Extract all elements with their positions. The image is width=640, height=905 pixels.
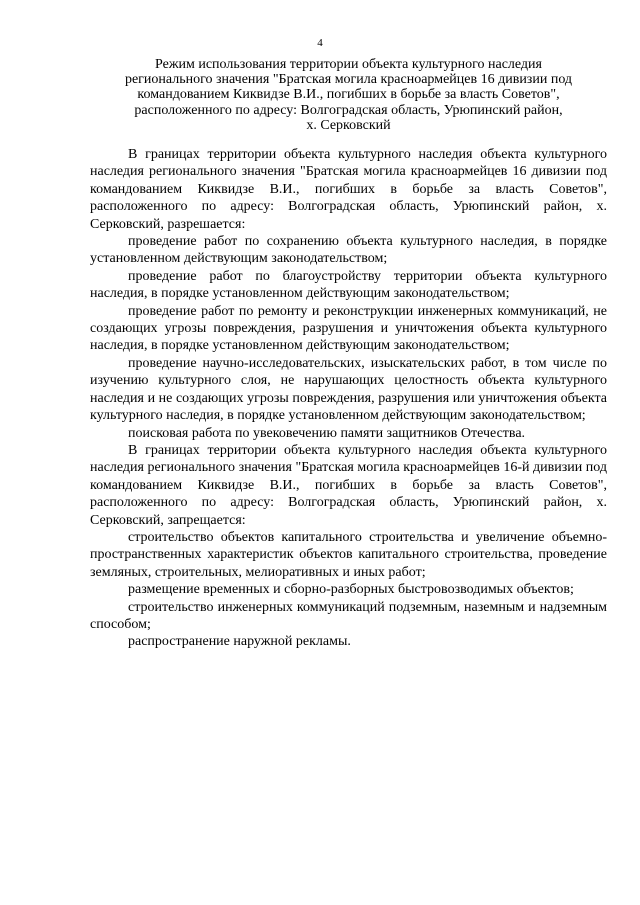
title-line-2: регионального значения "Братская могила красноармейцев 16 дивизии под — [124, 72, 573, 88]
title-line-5: х. Серковский — [306, 117, 391, 133]
paragraph-temporary-objects: размещение временных и сборно-разборных быстровозводимых объектов; — [128, 582, 574, 598]
paragraph-utility-repair: проведение работ по ремонту и реконструкции инженерных коммуникаций, не создающих угрозы повреждения, разрушения и уничтожения объекта культурного наследия, в порядке установленном действующим законодательством; — [90, 303, 607, 354]
document-title — [90, 57, 607, 133]
title-line-3: командованием Киквидзе В.И., погибших в борьбе за власть Советов", — [137, 87, 560, 103]
paragraph-research-works: проведение научно-исследовательских, изыскательских работ, в том числе по изучению культурного слоя, не нарушающих целостность объекта культурного наследия и не создающих угрозы повреждения, разрушения или уничтожения объекта культурного наследия, в порядке установленном действующим законодательством; — [90, 355, 607, 424]
paragraph-utility-construction: строительство инженерных коммуникаций подземным, наземным и надземным способом; — [90, 599, 607, 632]
paragraph-preservation-works: проведение работ по сохранению объекта культурного наследия, в порядке установленном действующим законодательством; — [90, 234, 607, 267]
page-number: 4 — [317, 37, 323, 49]
paragraph-search-works: поисковая работа по увековечению памяти защитников Отечества. — [128, 425, 526, 441]
title-line-4: расположенного по адресу: Волгоградская область, Урюпинский район, — [134, 102, 563, 118]
title-line-1: Режим использования территории объекта культурного наследия — [155, 57, 542, 72]
document-body — [90, 146, 607, 651]
paragraph-permitted-intro: В границах территории объекта культурного наследия объекта культурного наследия регионального значения "Братская могила красноармейцев 16 дивизии под командованием Киквидзе В.И., погибших в борьбе за власть Советов", расположенного по адресу: Волгоградская область, Урюпинский район, х. Серковский, разрешается: — [90, 147, 607, 232]
paragraph-construction-prohibited: строительство объектов капитального строительства и увеличение объемно-пространственных характеристик объектов капитального строительства, проведение земляных, строительных, мелиоративных и иных работ; — [90, 529, 607, 580]
paragraph-outdoor-advertising: распространение наружной рекламы. — [128, 634, 351, 650]
paragraph-prohibited-intro: В границах территории объекта культурного наследия объекта культурного наследия регионального значения "Братская могила красноармейцев 16-й дивизии под командованием Киквидзе В.И., погибших в борьбе за власть Советов", расположенного по адресу: Волгоградская область, Урюпинский район, х. Серковский, запрещается: — [90, 442, 607, 528]
paragraph-landscaping-works: проведение работ по благоустройству территории объекта культурного наследия, в порядке установленном действующим законодательством; — [90, 268, 607, 302]
